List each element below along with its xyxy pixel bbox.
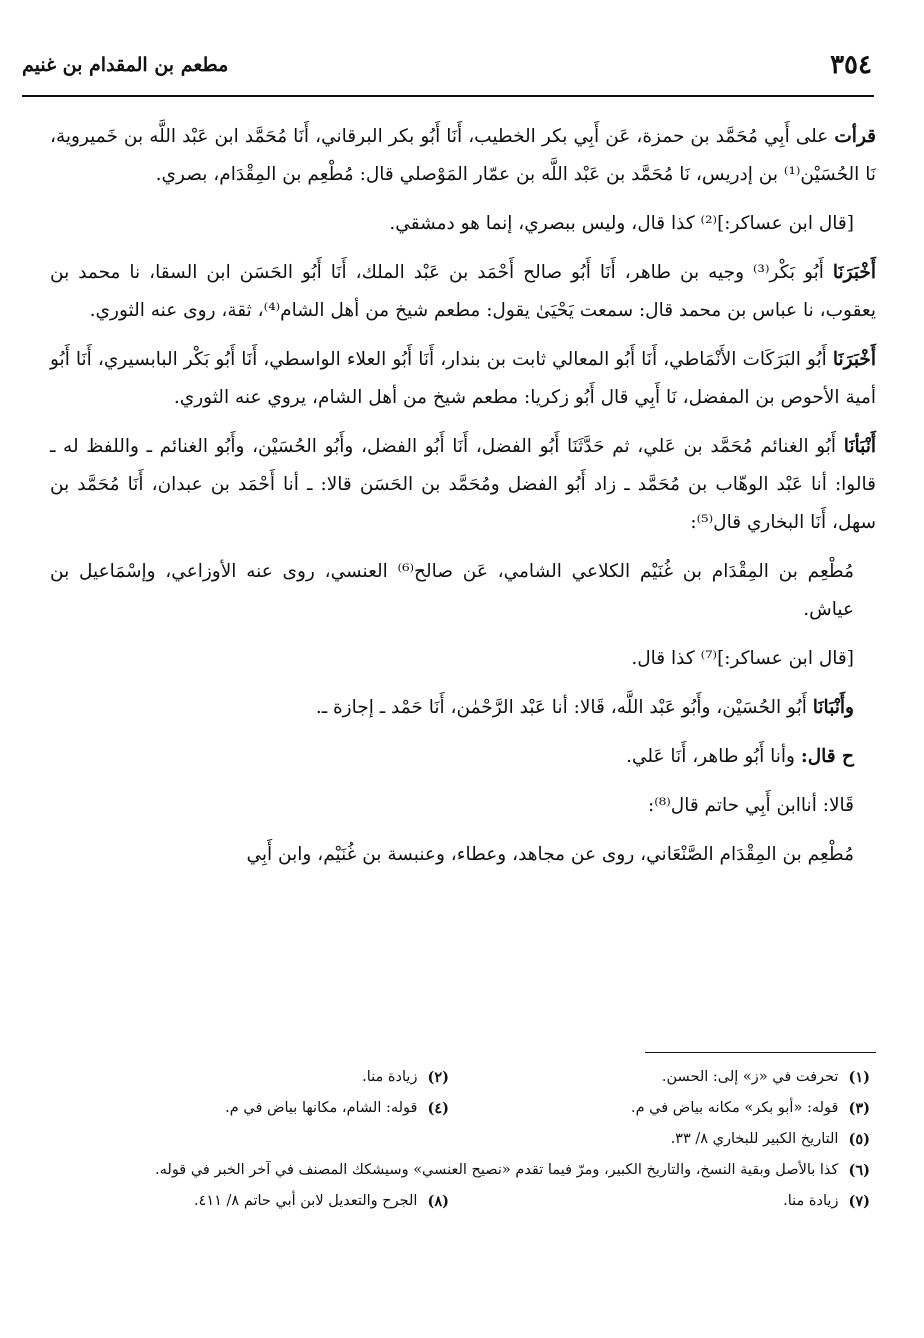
paragraph-ibn-asakir-kadha [50,640,876,678]
paragraph-wa-anbaana [50,689,876,727]
footnote-number: (١) [848,1069,870,1086]
footnote-number: (٢) [427,1069,449,1086]
paragraph-lead: قرأت [834,126,876,147]
paragraph-text: مُطْعِم بن المِقْدَام الصَّنْعَاني، روى عن مجاهد، وعطاء، وعنبسة بن غُنَيْم، وابن أَبِي [246,844,854,865]
footnote-8 [48,1186,449,1217]
footnote-3 [469,1093,870,1124]
paragraph-text: [قال ابن عساكر:]⁽⁷⁾ كذا قال. [631,648,854,669]
paragraph-text: مُطْعِم بن المِقْدَام بن غُنَيْم الكلاعي الشامي، عَن صالح⁽⁶⁾ العنسي، روى عنه الأوزاعي، وإسْمَاعيل بن عياش. [50,561,854,620]
paragraph-text: أَبُو البَرَكَات الأَنْمَاطي، أَنَا أَبُو المعالي ثابت بن بندار، أَنَا أَبُو العلاء الواسطي، أَنَا أَبُو بَكْر البابسيري، أَنَا أَبُو أمية الأحوص بن المفضل، نَا أَبِي قال أَبُو زكريا: مطعم شيخ من أهل الشام، يروي عنه الثوري. [50,349,876,408]
paragraph-text: أَبُو الغنائم مُحَمَّد بن عَلي، ثم حَدَّثَنَا أَبُو الفضل، أَنَا أَبُو الفضل، وأَبُو الحُسَيْن، وأَبُو الغنائم ـ واللفظ له ـ قالوا: أنا عَبْد الوهّاب بن مُحَمَّد ـ زاد أَبُو الفضل ومُحَمَّد بن الحَسَن قالا: ـ أنا أَحْمَد بن عبدان، أَنَا مُحَمَّد بن سهل، أَنَا البخاري قال⁽⁵⁾: [50,436,876,533]
paragraph-lead: أَخْبَرَنَا [832,262,876,283]
footnote-number: (٥) [848,1131,870,1148]
paragraph-qala [50,787,876,825]
paragraph-qarat [50,118,876,194]
footnote-1 [469,1062,870,1093]
paragraph-anbaana [50,428,876,542]
paragraph-lead: أَخْبَرَنَا [832,349,876,370]
running-title: مطعم بن المقدام بن غنيم [22,54,229,76]
paragraph-mutim-bukhari [50,553,876,629]
footnote-5 [48,1124,870,1155]
footnote-number: (٧) [848,1193,870,1210]
footnote-text: زيادة منا. [783,1193,839,1209]
footnote-2 [48,1062,449,1093]
footnote-7 [469,1186,870,1217]
paragraph-text: على أَبِي مُحَمَّد بن حمزة، عَن أَبِي بكر الخطيب، أَنَا أَبُو بكر البرقاني، أَنَا مُحَمَّد ابن عَبْد اللَّه بن خَميروية، نَا الحُسَيْن⁽¹⁾ بن إدريس، نَا مُحَمَّد بن عَبْد اللَّه بن عمّار المَوْصلي قال: مُطْعِم بن المِقْدَام، بصري. [50,126,876,185]
footnote-number: (٦) [848,1162,870,1179]
page-number: ٣٥٤ [830,50,872,80]
footnote-text: قوله: «أبو بكر» مكانه بياض في م. [630,1100,839,1116]
footnote-text: كذا بالأصل وبقية النسخ، والتاريخ الكبير، ومرّ فيما تقدم «نصيح العنسي» وسيشكك المصنف في آخر الخبر في قوله. [155,1162,839,1178]
footnote-grid [48,1062,870,1217]
paragraph-akhbarana-2 [50,341,876,417]
paragraph-text: وأنا أَبُو طاهر، أَنَا عَلي. [626,746,801,767]
main-text [50,118,876,885]
footnote-6 [48,1155,870,1186]
paragraph-akhbarana-1 [50,254,876,330]
paragraph-ha-qal [50,738,876,776]
footnote-text: زيادة منا. [362,1069,418,1085]
footnote-number: (٨) [427,1193,449,1210]
paragraph-text: [قال ابن عساكر:]⁽²⁾ كذا قال، وليس ببصري، إنما هو دمشقي. [389,213,854,234]
paragraph-text: أَبُو بَكْر⁽³⁾ وجيه بن طاهر، أَنَا أَبُو صالح أَحْمَد بن عَبْد الملك، أَنَا أَبُو الحَسَن ابن السقا، نا محمد بن يعقوب، نا عباس بن محمد قال: سمعت يَحْيَىٰ يقول: مطعم شيخ من أهل الشام⁽⁴⁾، ثقة، روى عنه الثوري. [50,262,876,321]
footnote-text: الجرح والتعديل لابن أبي حاتم ٨/ ٤١١. [193,1193,418,1209]
page-header [22,48,872,88]
paragraph-ibn-asakir-note [50,205,876,243]
footnote-text: قوله: الشام، مكانها بياض في م. [225,1100,418,1116]
header-rule [22,95,874,97]
paragraph-text: قَالا: أناابن أَبِي حاتم قال⁽⁸⁾: [648,795,854,816]
footnote-text: تحرفت في «ز» إلى: الحسن. [661,1069,839,1085]
paragraph-text: أَبُو الحُسَيْن، وأَبُو عَبْد اللَّه، قَالا: أنا عَبْد الرَّحْمٰن، أَنَا حَمْد ـ إجازة ـ. [315,697,813,718]
footnote-4 [48,1093,449,1124]
footnote-text: التاريخ الكبير للبخاري ٨/ ٣٣. [670,1131,839,1147]
paragraph-lead: ح قال: [800,746,854,767]
footnotes [48,1062,870,1217]
paragraph-lead: أَنْبَأنَا [843,436,876,457]
paragraph-mutim-sanani [50,836,876,874]
paragraph-lead: وأَنْبَانَا [812,697,854,718]
footnote-number: (٣) [848,1100,870,1117]
footnote-rule [645,1052,876,1053]
footnote-number: (٤) [427,1100,449,1117]
